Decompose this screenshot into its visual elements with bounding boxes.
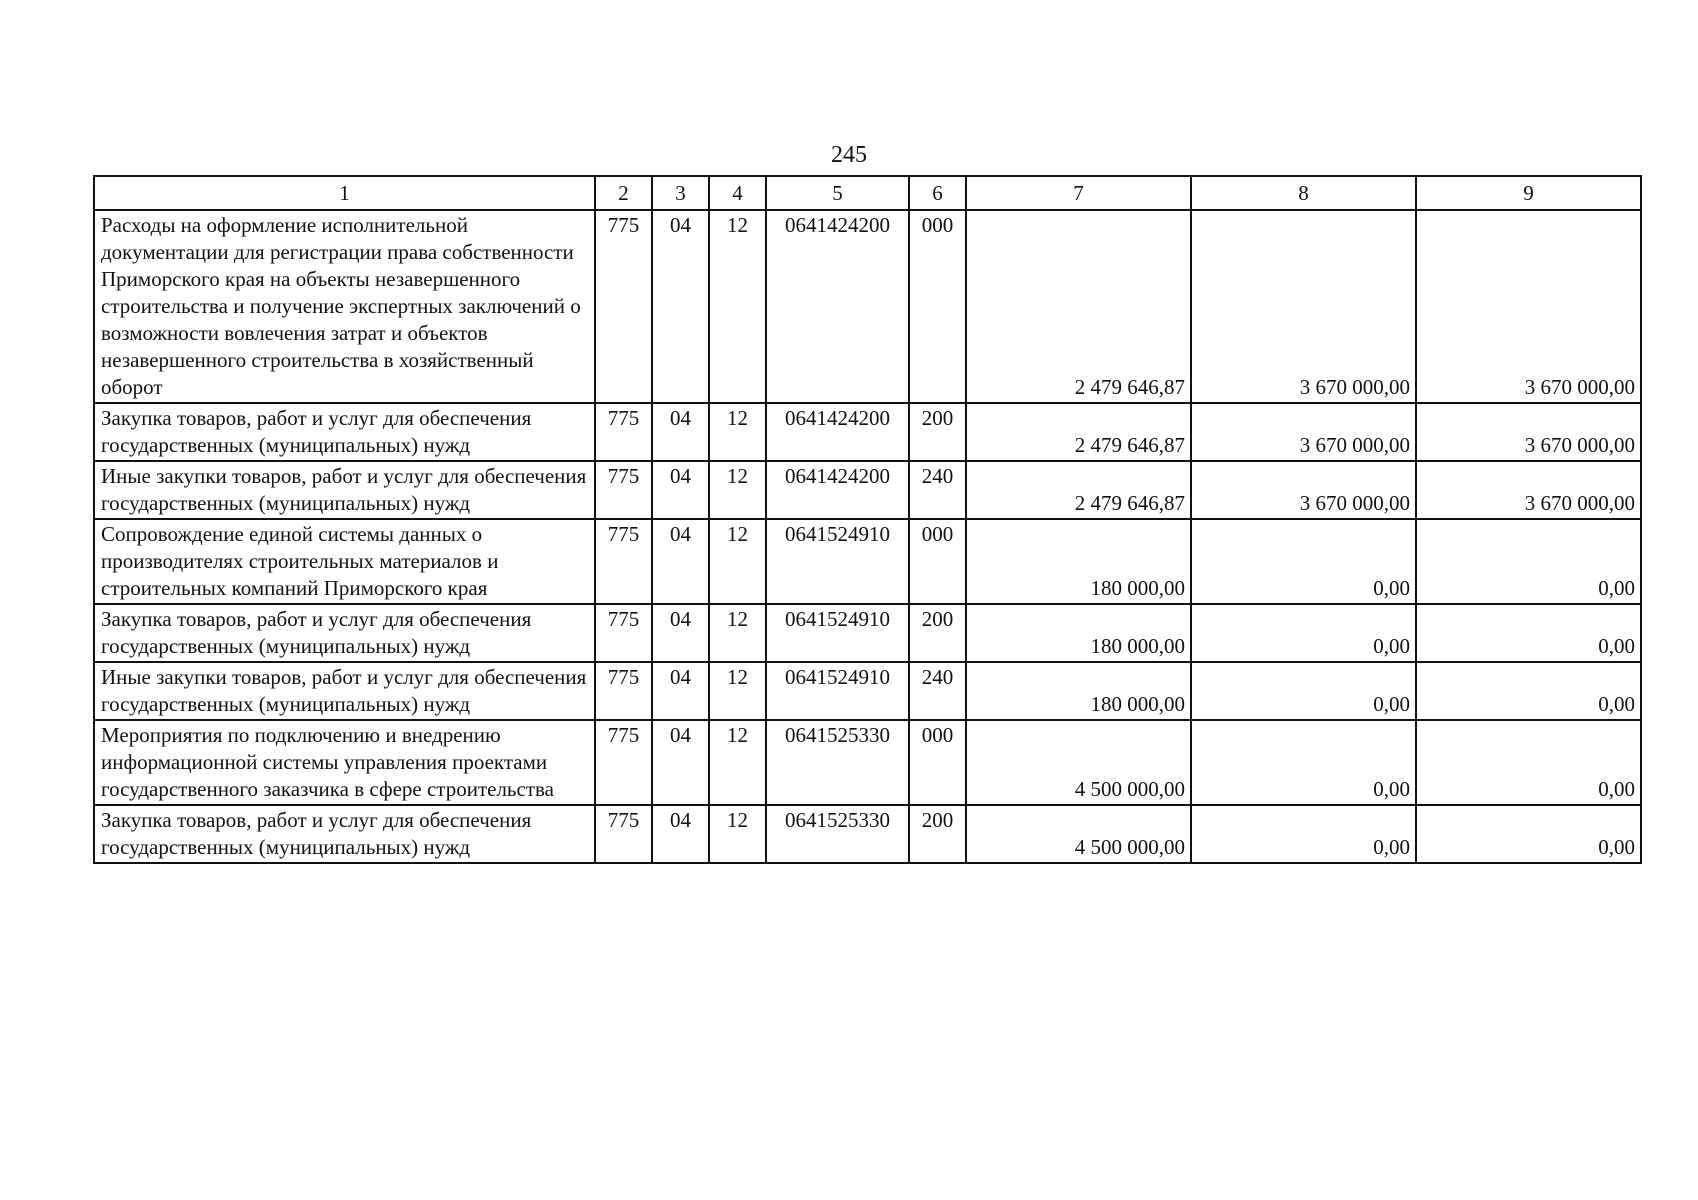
amount-col-9: 3 670 000,00 <box>1416 210 1641 403</box>
amount-col-8: 0,00 <box>1191 662 1416 720</box>
column-header: 3 <box>652 176 709 210</box>
amount-col-9: 0,00 <box>1416 720 1641 805</box>
amount-col-8: 0,00 <box>1191 720 1416 805</box>
section-code: 04 <box>652 604 709 662</box>
subsection-code: 12 <box>709 519 766 604</box>
section-code: 04 <box>652 720 709 805</box>
target-article-code: 0641525330 <box>766 805 909 863</box>
target-article-code: 0641524910 <box>766 604 909 662</box>
subsection-code: 12 <box>709 805 766 863</box>
amount-col-7: 2 479 646,87 <box>966 461 1191 519</box>
subsection-code: 12 <box>709 720 766 805</box>
target-article-code: 0641424200 <box>766 403 909 461</box>
target-article-code: 0641525330 <box>766 720 909 805</box>
column-header: 8 <box>1191 176 1416 210</box>
table-row <box>94 662 1641 720</box>
target-article-code: 0641424200 <box>766 210 909 403</box>
ministry-code: 775 <box>595 604 652 662</box>
amount-col-8: 0,00 <box>1191 805 1416 863</box>
expense-type-code: 200 <box>909 604 966 662</box>
expense-name: Закупка товаров, работ и услуг для обеспечения государственных (муниципальных) нужд <box>94 805 595 863</box>
table-row <box>94 210 1641 403</box>
amount-col-7: 180 000,00 <box>966 519 1191 604</box>
expense-type-code: 240 <box>909 461 966 519</box>
table-row <box>94 720 1641 805</box>
subsection-code: 12 <box>709 461 766 519</box>
section-code: 04 <box>652 519 709 604</box>
expense-name: Закупка товаров, работ и услуг для обеспечения государственных (муниципальных) нужд <box>94 403 595 461</box>
ministry-code: 775 <box>595 805 652 863</box>
expense-name: Закупка товаров, работ и услуг для обеспечения государственных (муниципальных) нужд <box>94 604 595 662</box>
subsection-code: 12 <box>709 604 766 662</box>
expense-name: Сопровождение единой системы данных о производителях строительных материалов и строительных компаний Приморского края <box>94 519 595 604</box>
amount-col-7: 2 479 646,87 <box>966 210 1191 403</box>
column-header: 5 <box>766 176 909 210</box>
amount-col-8: 3 670 000,00 <box>1191 403 1416 461</box>
subsection-code: 12 <box>709 403 766 461</box>
budget-table <box>93 175 1642 864</box>
ministry-code: 775 <box>595 662 652 720</box>
expense-type-code: 200 <box>909 805 966 863</box>
amount-col-9: 0,00 <box>1416 519 1641 604</box>
amount-col-9: 0,00 <box>1416 604 1641 662</box>
amount-col-7: 4 500 000,00 <box>966 805 1191 863</box>
section-code: 04 <box>652 805 709 863</box>
amount-col-8: 0,00 <box>1191 519 1416 604</box>
table-row <box>94 519 1641 604</box>
subsection-code: 12 <box>709 210 766 403</box>
expense-type-code: 000 <box>909 210 966 403</box>
expense-name: Иные закупки товаров, работ и услуг для обеспечения государственных (муниципальных) нужд <box>94 461 595 519</box>
section-code: 04 <box>652 403 709 461</box>
section-code: 04 <box>652 461 709 519</box>
column-header: 6 <box>909 176 966 210</box>
section-code: 04 <box>652 662 709 720</box>
expense-type-code: 000 <box>909 519 966 604</box>
amount-col-9: 3 670 000,00 <box>1416 403 1641 461</box>
expense-name: Расходы на оформление исполнительной документации для регистрации права собственности Приморского края на объекты незавершенного строительства и получение экспертных заключений о возможности вовлечения затрат и объектов незавершенного строительства в хозяйственный оборот <box>94 210 595 403</box>
expense-name: Мероприятия по подключению и внедрению информационной системы управления проектами государственного заказчика в сфере строительства <box>94 720 595 805</box>
page-number: 245 <box>831 142 867 168</box>
amount-col-9: 0,00 <box>1416 805 1641 863</box>
table-row <box>94 403 1641 461</box>
amount-col-8: 0,00 <box>1191 604 1416 662</box>
subsection-code: 12 <box>709 662 766 720</box>
amount-col-7: 180 000,00 <box>966 604 1191 662</box>
table-row <box>94 805 1641 863</box>
column-header: 7 <box>966 176 1191 210</box>
expense-type-code: 000 <box>909 720 966 805</box>
expense-type-code: 200 <box>909 403 966 461</box>
section-code: 04 <box>652 210 709 403</box>
target-article-code: 0641524910 <box>766 662 909 720</box>
ministry-code: 775 <box>595 210 652 403</box>
ministry-code: 775 <box>595 403 652 461</box>
column-header: 4 <box>709 176 766 210</box>
target-article-code: 0641524910 <box>766 519 909 604</box>
amount-col-9: 0,00 <box>1416 662 1641 720</box>
amount-col-8: 3 670 000,00 <box>1191 210 1416 403</box>
target-article-code: 0641424200 <box>766 461 909 519</box>
column-header: 2 <box>595 176 652 210</box>
ministry-code: 775 <box>595 720 652 805</box>
expense-name: Иные закупки товаров, работ и услуг для обеспечения государственных (муниципальных) нужд <box>94 662 595 720</box>
table-row <box>94 461 1641 519</box>
ministry-code: 775 <box>595 461 652 519</box>
amount-col-8: 3 670 000,00 <box>1191 461 1416 519</box>
expense-type-code: 240 <box>909 662 966 720</box>
column-header: 9 <box>1416 176 1641 210</box>
ministry-code: 775 <box>595 519 652 604</box>
header-row <box>94 176 1641 210</box>
amount-col-7: 2 479 646,87 <box>966 403 1191 461</box>
amount-col-7: 180 000,00 <box>966 662 1191 720</box>
amount-col-7: 4 500 000,00 <box>966 720 1191 805</box>
table-row <box>94 604 1641 662</box>
amount-col-9: 3 670 000,00 <box>1416 461 1641 519</box>
column-header: 1 <box>94 176 595 210</box>
